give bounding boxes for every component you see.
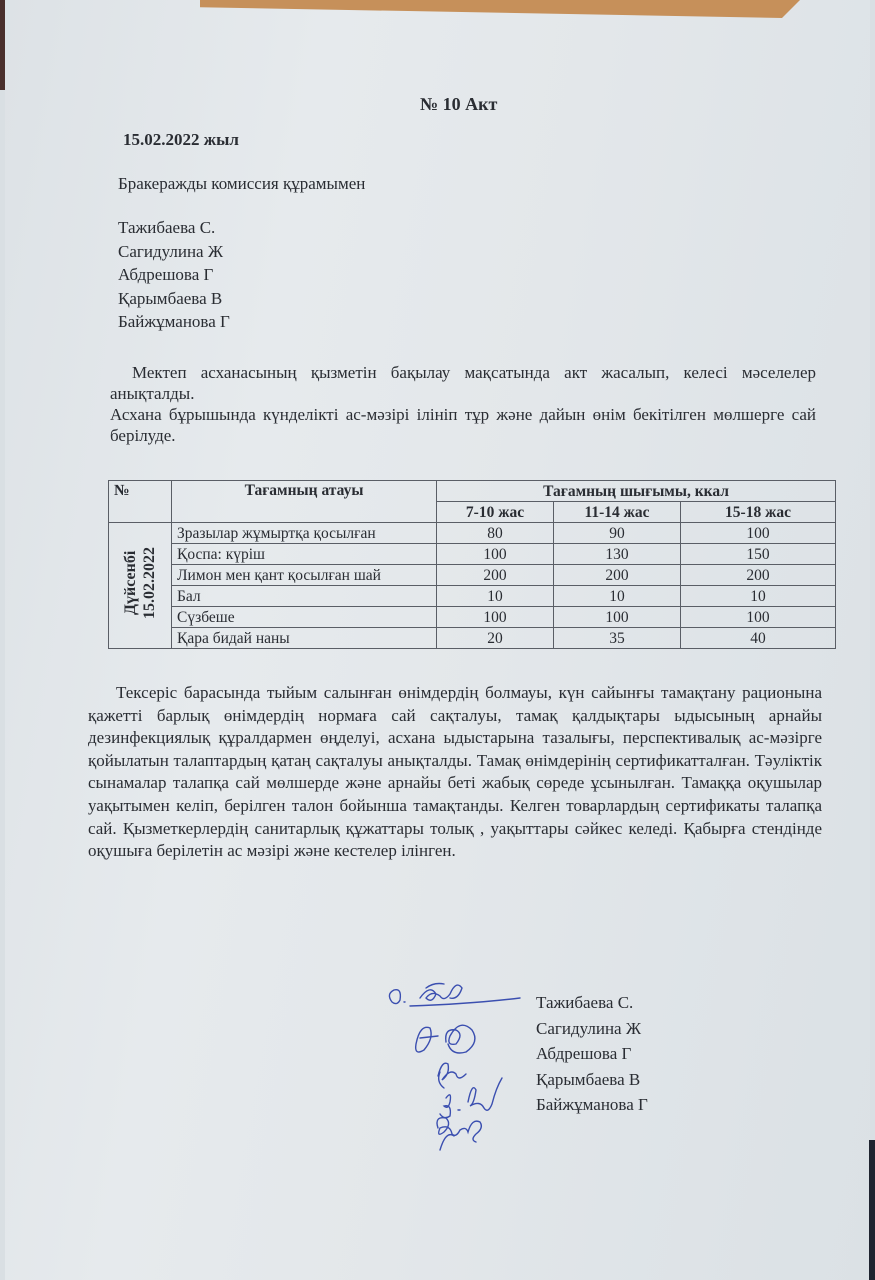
kcal-value: 100 (681, 607, 836, 628)
background-edge-right (869, 1140, 875, 1280)
member-name: Қарымбаева В (118, 288, 223, 308)
member-name: Абдрешова Г (118, 265, 214, 284)
dish-name: Лимон мен қант қосылған шай (172, 565, 437, 586)
signatory-name: Тажибаева С. (536, 993, 634, 1012)
signature-3 (438, 1063, 466, 1088)
signatory-name: Сагидулина Ж (536, 1018, 642, 1038)
day-date: 15.02.2022 (141, 547, 158, 619)
kcal-value: 200 (554, 565, 681, 586)
header-output: Тағамның шығымы, ккал (437, 481, 836, 502)
document-date: 15.02.2022 жыл (123, 130, 239, 149)
signatory-name: Абдрешова Г (536, 1044, 632, 1063)
day-cell (109, 523, 172, 649)
kcal-value: 10 (554, 586, 681, 607)
table-row (109, 628, 836, 649)
kcal-value: 10 (437, 586, 554, 607)
intro-paragraph (110, 362, 816, 446)
kcal-value: 20 (437, 628, 554, 649)
dish-name: Бал (172, 586, 437, 607)
handwritten-signatures (380, 980, 530, 1160)
table-row (109, 544, 836, 565)
dish-name: Қара бидай наны (172, 628, 437, 649)
signatory-name: Байжұманова Г (536, 1095, 648, 1114)
table-row (109, 607, 836, 628)
signatory-name: Қарымбаева В (536, 1069, 641, 1089)
kcal-value: 200 (681, 565, 836, 586)
member-name: Сагидулина Ж (118, 241, 224, 261)
signature-2 (416, 1025, 475, 1053)
header-number: № (109, 481, 172, 523)
findings-paragraph (88, 682, 822, 863)
header-age-group: 11-14 жас (554, 502, 681, 523)
signatory-names (536, 990, 648, 1118)
table-row (109, 523, 836, 544)
kcal-value: 100 (437, 607, 554, 628)
kcal-value: 100 (554, 607, 681, 628)
findings-text: Тексеріс барасында тыйым салынған өнімдердің болмауы, күн сайынғы тамақтану рационына қажетті барлық өнімдердің нормаға сай сақталуы, тамақ қалдықтары ыдысының арнайы дезинфекциялық құралдармен өңделуі, асхана ыдыстарына тазалығы, перспективалық ас-мәзірге қойылатын талаптардың қатаң сақталуы анықталды. Тамақ өнімдерінің сертификатталған. Тәуліктік сынамалар талапқа сай мөлшерде және арнайы беті жабық сөреде ұсынылған. Тамаққа оқушылар уақытымен келіп, берілген талон бойынша тамақтанды. Келген товарлардың сертификаты талапқа сай. Қызметкерлердің санитарлық құжаттары толық , уақыттары сәйкес келеді. Қабырға стендінде оқушыға берілетін ас мәзірі және кестелер ілінген. (88, 683, 822, 861)
kcal-value: 35 (554, 628, 681, 649)
signature-1 (389, 984, 520, 1007)
signature-4 (440, 1078, 502, 1118)
table-row (109, 586, 836, 607)
header-age-group: 7-10 жас (437, 502, 554, 523)
menu-table (108, 480, 836, 649)
kcal-value: 150 (681, 544, 836, 565)
member-name: Байжұманова Г (118, 312, 230, 331)
dish-name: Сүзбеше (172, 607, 437, 628)
kcal-value: 10 (681, 586, 836, 607)
header-age-group: 15-18 жас (681, 502, 836, 523)
dish-name: Қоспа: күріш (172, 544, 437, 565)
kcal-value: 100 (681, 523, 836, 544)
background-edge-left (0, 0, 5, 90)
commission-members (118, 216, 230, 334)
kcal-value: 200 (437, 565, 554, 586)
kcal-value: 90 (554, 523, 681, 544)
paragraph-line: Мектеп асханасының қызметін бақылау мақсатында акт жасалып, келесі мәселелер анықталды. (110, 363, 816, 403)
table-row (109, 565, 836, 586)
commission-intro: Бракеражды комиссия құрамымен (118, 174, 366, 193)
table-header-row (109, 481, 836, 502)
paragraph-line: Асхана бұрышында күнделікті ас-мәзірі ілініп тұр және дайын өнім бекітілген мөлшерге сай берілуде. (110, 405, 816, 445)
member-name: Тажибаева С. (118, 218, 216, 237)
kcal-value: 100 (437, 544, 554, 565)
document-title: № 10 Акт (420, 94, 498, 114)
header-dish-name: Тағамның атауы (172, 481, 437, 523)
day-label (121, 547, 159, 619)
kcal-value: 80 (437, 523, 554, 544)
kcal-value: 40 (681, 628, 836, 649)
dish-name: Зразылар жұмыртқа қосылған (172, 523, 437, 544)
signature-5 (437, 1118, 481, 1150)
kcal-value: 130 (554, 544, 681, 565)
day-name: Дүйсенбі (122, 550, 139, 616)
